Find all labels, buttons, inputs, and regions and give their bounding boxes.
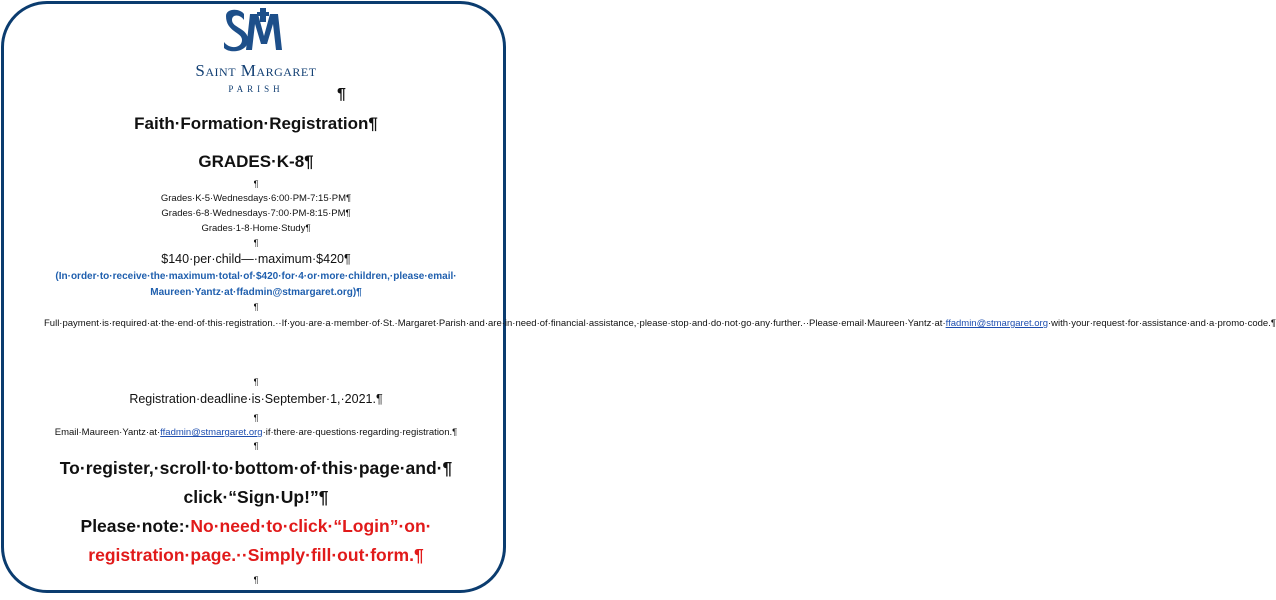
sm-monogram-icon — [222, 6, 290, 56]
payment-text: Full·payment·is·required·at·the·end·of·this·registration.··If·you·are·a·member·of·St.·Margaret·Parish·and·are·in·need·of·financial·assistance,·please·stop·and·do·not·go·any·further.··Please·email·Maureen·Yantz·at· — [44, 318, 946, 329]
login-note — [0, 516, 512, 537]
note-label: Please·note:· — [80, 516, 191, 536]
schedule-line: Grades·6-8·Wednesdays·7:00·PM-8:15·PM¶ — [161, 208, 351, 219]
pilcrow-mark: ¶ — [253, 302, 259, 312]
maximum-note-line: Maureen·Yantz·at·ffadmin@stmargaret.org)¶ — [150, 287, 362, 298]
payment-paragraph — [44, 316, 1276, 331]
pilcrow-mark: ¶ — [253, 377, 259, 387]
deadline-line: Registration·deadline·is·September·1,·2021.¶ — [129, 392, 383, 406]
pilcrow-mark: ¶ — [253, 179, 259, 189]
payment-text: ·with·your·request·for·assistance·and·a·promo·code.¶ — [1048, 318, 1276, 329]
pilcrow-mark: ¶ — [253, 238, 259, 248]
maximum-note-line: (In·order·to·receive·the·maximum·total·of·$420·for·4·or·more·children,·please·email· — [55, 271, 457, 282]
page-title: Faith·Formation·Registration¶ — [134, 114, 378, 133]
saint-margaret-logo — [176, 6, 336, 96]
pilcrow-mark: ¶ — [253, 413, 259, 423]
pilcrow-mark: ¶ — [253, 575, 259, 585]
pilcrow-mark: ¶ — [337, 86, 346, 103]
questions-text: ·if·there·are·questions·regarding·registration.¶ — [262, 427, 458, 438]
email-link[interactable]: ffadmin@stmargaret.org — [945, 318, 1049, 329]
schedule-line: Grades·K-5·Wednesdays·6:00·PM-7:15·PM¶ — [160, 193, 352, 204]
pilcrow-mark: ¶ — [253, 441, 259, 451]
questions-text: Email·Maureen·Yantz·at· — [54, 427, 161, 438]
price-line: $140·per·child—·maximum·$420¶ — [161, 252, 351, 266]
email-link[interactable]: ffadmin@stmargaret.org — [160, 427, 263, 438]
login-note-warning: registration·page.··Simply·fill·out·form.¶ — [88, 545, 424, 565]
questions-line — [0, 427, 512, 438]
register-instruction: To·register,·scroll·to·bottom·of·this·page·and·¶ — [59, 458, 453, 478]
schedule-line: Grades·1-8·Home·Study¶ — [201, 223, 311, 234]
register-instruction: click·“Sign·Up!”¶ — [183, 487, 329, 507]
logo-subtitle: PARISH — [228, 84, 284, 94]
grades-heading: GRADES·K-8¶ — [198, 152, 314, 171]
note-warning: No·need·to·click·“Login”·on· — [190, 516, 432, 536]
logo-name: Saint Margaret — [195, 61, 317, 80]
